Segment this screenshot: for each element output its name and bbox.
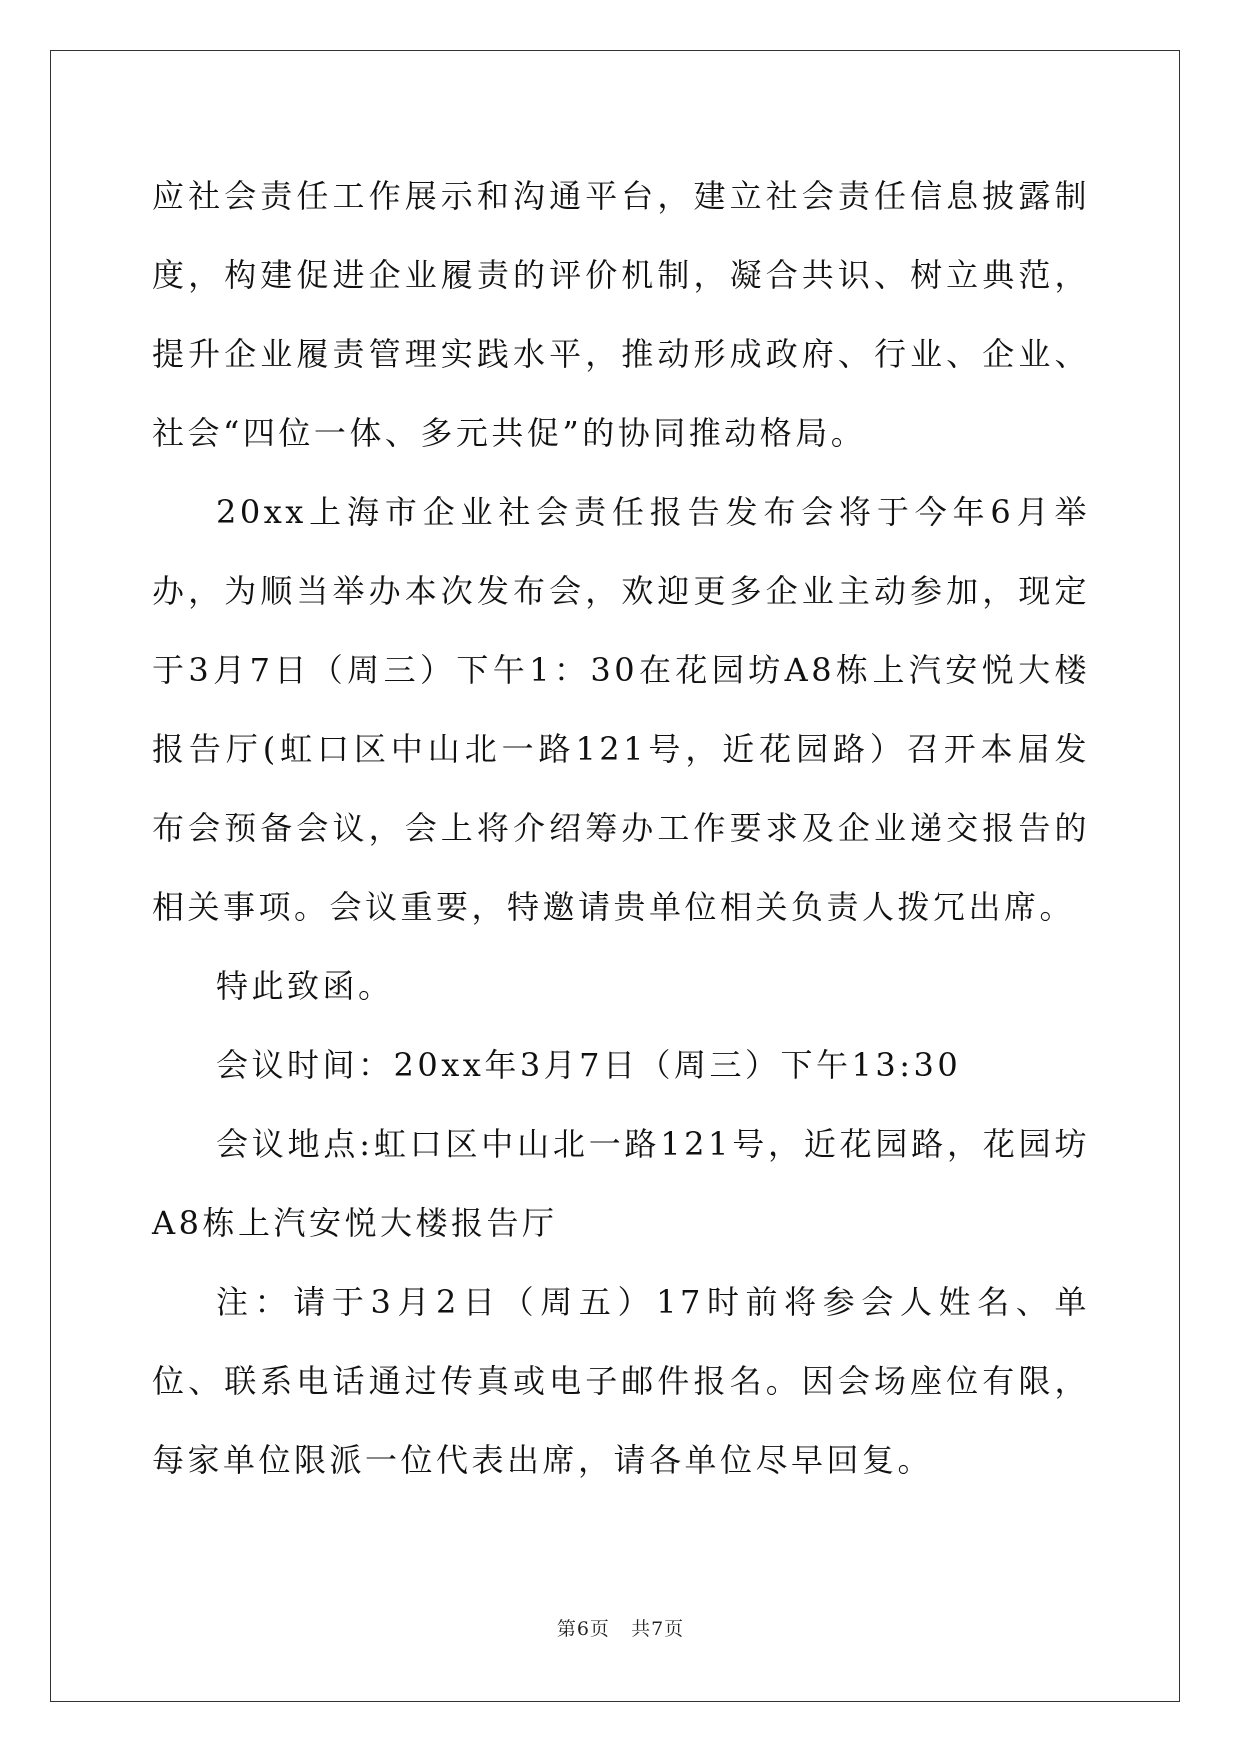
paragraph-meeting-time: 会议时间：20xx年3月7日（周三）下午13:30 bbox=[216, 1046, 962, 1084]
paragraph-note: 注：请于3月2日（周五）17时前将参会人姓名、单位、联系电话通过传真或电子邮件报名。因会场座位有限，每家单位限派一位代表出席，请各单位尽早回复。 bbox=[152, 1283, 1090, 1479]
page-number: 第6页 bbox=[556, 1618, 610, 1640]
page-footer bbox=[0, 1614, 1241, 1641]
paragraph-closing: 特此致函。 bbox=[216, 967, 394, 1005]
paragraph-conference-notice: 20xx上海市企业社会责任报告发布会将于今年6月举办，为顺当举办本次发布会，欢迎更多企业主动参加，现定于3月7日（周三）下午1：30在花园坊A8栋上汽安悦大楼报告厅(虹口区中山北一路121号，近花园路）召开本届发布会预备会议，会上将介绍筹办工作要求及企业递交报告的相关事项。会议重要，特邀请贵单位相关负责人拨冗出席。 bbox=[152, 493, 1090, 926]
document-body bbox=[152, 157, 1090, 1500]
paragraph-meeting-location: 会议地点:虹口区中山北一路121号，近花园路，花园坊A8栋上汽安悦大楼报告厅 bbox=[152, 1125, 1090, 1242]
paragraph-continued: 应社会责任工作展示和沟通平台，建立社会责任信息披露制度，构建促进企业履责的评价机制，凝合共识、树立典范，提升企业履责管理实践水平，推动形成政府、行业、企业、社会“四位一体、多元共促”的协同推动格局。 bbox=[152, 177, 1090, 452]
page-total: 共7页 bbox=[631, 1618, 685, 1640]
